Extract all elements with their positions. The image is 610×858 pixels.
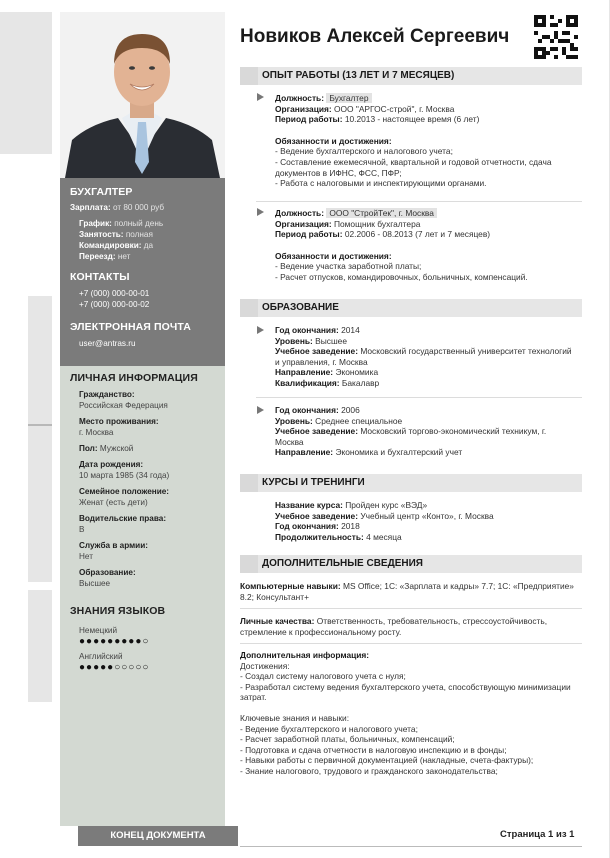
achievements-title: Достижения: (240, 660, 290, 671)
job1-duty-3: - Работа с налоговыми и инспектирующими органами. (275, 178, 487, 189)
job1-duties-label: Обязанности и достижения: (275, 135, 392, 146)
knowledge-1: - Ведение бухгалтерского и налогового учета; (240, 723, 418, 734)
job2-duty-1: - Ведение участка заработной платы; (275, 261, 422, 272)
birth-value: 10 марта 1985 (34 года) (79, 471, 170, 480)
job-summary-block (60, 178, 225, 366)
course-block (275, 500, 575, 542)
citizenship-item (70, 389, 215, 411)
course-duration-label: Продолжительность: (275, 531, 364, 542)
job1-pos-label: Должность: (275, 93, 324, 103)
edu1-qual-label: Квалификация: (275, 377, 340, 388)
end-of-document-bar: КОНЕЦ ДОКУМЕНТА (78, 826, 238, 846)
schedule-value: полный день (114, 219, 164, 228)
relocation-label: Переезд: (79, 252, 116, 261)
page-number: Страница 1 из 1 (500, 829, 575, 840)
edge-tick (28, 424, 52, 426)
job2-duties-label: Обязанности и достижения: (275, 250, 392, 261)
achievement-1: - Создал систему налогового учета с нуля; (240, 671, 406, 682)
section-marker (240, 474, 258, 492)
job1-arrow-icon (257, 93, 264, 101)
skills-block (240, 581, 578, 602)
residence-item (70, 416, 215, 438)
edu2-level: Среднее специальное (315, 415, 403, 426)
info-label: Дополнительная информация: (240, 650, 370, 660)
edu2-level-label: Уровень: (275, 415, 313, 426)
edu2-dir: Экономика и бухгалтерский учет (335, 447, 463, 458)
edu2-year: 2006 (341, 405, 360, 415)
edu1-block (275, 325, 575, 389)
edu1-qual: Бакалавр (341, 377, 380, 388)
lang1-name: Немецкий (79, 626, 118, 635)
knowledge-title: Ключевые знания и навыки: (240, 712, 350, 723)
experience-section-header (240, 67, 582, 85)
education-label: Образование: (79, 568, 136, 577)
license-label: Водительские права: (79, 514, 167, 523)
divider (256, 201, 582, 202)
skills-label: Компьютерные навыки: (240, 581, 341, 591)
profile-photo (60, 12, 225, 178)
edu2-inst-label: Учебное заведение: (275, 426, 358, 437)
schedule-label: График: (79, 219, 112, 228)
education-title: ОБРАЗОВАНИЕ (262, 302, 339, 313)
edge-bar-bottom (28, 590, 52, 702)
job2-pos-label: Должность: (275, 208, 324, 218)
family-item (70, 486, 215, 508)
edu1-dir-label: Направление: (275, 367, 334, 378)
qualities-value: Ответственность, требовательность, стрессоустойчивость, стремление к профессиональному росту. (240, 616, 548, 637)
job1-period-label: Период работы: (275, 114, 343, 125)
knowledge-4: - Навыки работы с первичной документацией (накладные, счета-фактуры); (240, 755, 534, 766)
sidebar (60, 0, 225, 858)
edu2-block (275, 405, 575, 458)
lang1-rating: ●●●●●●●●●○ (79, 636, 150, 647)
job1-period: 10.2013 - настоящее время (6 лет) (344, 114, 480, 125)
courses-title: КУРСЫ И ТРЕНИНГИ (262, 477, 365, 488)
edu1-level: Высшее (315, 335, 347, 346)
job2-org-label: Организация: (275, 218, 332, 229)
gender-value: Мужской (99, 444, 134, 453)
citizenship-label: Гражданство: (79, 390, 135, 399)
army-label: Служба в армии: (79, 541, 148, 550)
course-name-label: Название курса: (275, 500, 343, 510)
edge-bar-lower (28, 426, 52, 582)
edge-bar-middle (28, 296, 52, 426)
edu1-inst-label: Учебное заведение: (275, 346, 358, 357)
job1-duty-1: - Ведение бухгалтерского и налогового учета; (275, 146, 453, 157)
family-value: Женат (есть дети) (79, 498, 148, 507)
lang2-rating: ●●●●●○○○○○ (79, 662, 150, 673)
employment-row (70, 229, 215, 240)
job1-org-label: Организация: (275, 103, 332, 114)
education-item (70, 567, 215, 589)
qr-code-icon (534, 15, 578, 59)
course-year-label: Год окончания: (275, 521, 339, 532)
languages-title: ЗНАНИЯ ЯЗЫКОВ (70, 605, 166, 617)
job2-period-label: Период работы: (275, 229, 343, 240)
employment-value: полная (125, 230, 153, 239)
family-label: Семейное положение: (79, 487, 170, 496)
relocation-row (70, 251, 215, 262)
info-block (240, 650, 578, 777)
job2-block (275, 208, 575, 283)
job1-position: Бухгалтер (326, 93, 371, 103)
edu2-year-label: Год окончания: (275, 405, 339, 415)
job1-block (275, 93, 575, 189)
additional-title: ДОПОЛНИТЕЛЬНЫЕ СВЕДЕНИЯ (262, 558, 423, 569)
citizenship-value: Российская Федерация (79, 401, 168, 410)
personal-title: ЛИЧНАЯ ИНФОРМАЦИЯ (70, 372, 198, 384)
edu2-arrow-icon (257, 406, 264, 414)
license-value: B (79, 525, 85, 534)
salary-row (70, 202, 215, 213)
section-marker (240, 67, 258, 85)
qualities-label: Личные качества: (240, 616, 315, 626)
birth-item (70, 459, 215, 481)
job1-org: ООО "АРГОС-строй", г. Москва (334, 103, 455, 114)
job2-duty-2: - Расчет отпусков, командировочных, больничных, компенсаций. (275, 271, 528, 282)
job2-position: ООО "СтройТек", г. Москва (326, 208, 437, 218)
divider (240, 643, 582, 644)
course-duration: 4 месяца (366, 531, 402, 542)
contacts-title: КОНТАКТЫ (70, 271, 130, 283)
employment-label: Занятость: (79, 230, 124, 239)
email-link[interactable]: user@antras.ru (79, 339, 136, 348)
education-section-header (240, 299, 582, 317)
job2-org: Помощник бухгалтера (334, 218, 421, 229)
gender-label: Пол: (79, 444, 98, 453)
salary-label: Зарплата: (70, 203, 111, 212)
personal-info-block (60, 366, 225, 826)
trips-label: Командировки: (79, 241, 142, 250)
edu1-year-label: Год окончания: (275, 325, 339, 335)
trips-value: да (143, 241, 154, 250)
qualities-block (240, 616, 578, 637)
residence-value: г. Москва (79, 428, 114, 437)
knowledge-3: - Подготовка и сдача отчетности в налоговую инспекцию и в фонды; (240, 744, 507, 755)
course-inst-label: Учебное заведение: (275, 510, 358, 521)
army-item (70, 540, 215, 562)
job2-period: 02.2006 - 08.2013 (7 лет и 7 месяцев) (344, 229, 491, 240)
course-inst: Учебный центр «Конто», г. Москва (360, 510, 494, 521)
edu2-dir-label: Направление: (275, 447, 334, 458)
job2-arrow-icon (257, 208, 264, 216)
phone-2[interactable]: +7 (000) 000-00-02 (79, 300, 150, 309)
email-title: ЭЛЕКТРОННАЯ ПОЧТА (70, 321, 191, 333)
salary-value: от 80 000 руб (112, 203, 165, 212)
additional-section-header (240, 555, 582, 573)
phone-1[interactable]: +7 (000) 000-00-01 (79, 289, 150, 298)
army-value: Нет (79, 552, 93, 561)
edu1-dir: Экономика (335, 367, 379, 378)
trips-row (70, 240, 215, 251)
license-item (70, 513, 215, 535)
lang2-name: Английский (79, 652, 123, 661)
edge-bar-top (0, 12, 52, 154)
divider (240, 608, 582, 609)
edu1-level-label: Уровень: (275, 335, 313, 346)
schedule-row (70, 218, 215, 229)
position-title: БУХГАЛТЕР (70, 186, 133, 198)
section-marker (240, 555, 258, 573)
achievement-2: - Разработал систему ведения бухгалтерского учета, способствующую минимизации затрат. (240, 681, 571, 703)
edu1-year: 2014 (341, 325, 360, 335)
job1-duty-2: - Составление ежемесячной, квартальной и годовой отчетности, сдача документов в ИФНС, ФСС, ПФР; (275, 156, 552, 178)
edu1-arrow-icon (257, 326, 264, 334)
edu2-inst: Московский торгово-экономический техникум, г. Москва (275, 426, 547, 447)
edu1-inst: Московский государственный университет технологий и управления, г. Москва (275, 346, 572, 367)
course-name: Пройден курс «ВЭД» (345, 500, 428, 510)
residence-label: Место проживания: (79, 417, 159, 426)
experience-title: ОПЫТ РАБОТЫ (13 ЛЕТ И 7 МЕСЯЦЕВ) (262, 70, 455, 81)
knowledge-2: - Расчет заработной платы, больничных, компенсаций; (240, 734, 455, 745)
courses-section-header (240, 474, 582, 492)
divider (256, 397, 582, 398)
skills-value: MS Office; 1С: «Зарплата и кадры» 7.7; 1С: «Предприятие» 8.2; Консультант+ (240, 581, 574, 602)
candidate-name: Новиков Алексей Сергеевич (240, 26, 510, 47)
footer-line (240, 846, 582, 847)
education-value: Высшее (79, 579, 111, 588)
birth-label: Дата рождения: (79, 460, 144, 469)
gender-item (70, 443, 215, 454)
relocation-value: нет (117, 252, 131, 261)
knowledge-5: - Знание налогового, трудового и гражданского законодательства; (240, 765, 498, 776)
section-marker (240, 299, 258, 317)
course-year: 2018 (341, 521, 360, 532)
